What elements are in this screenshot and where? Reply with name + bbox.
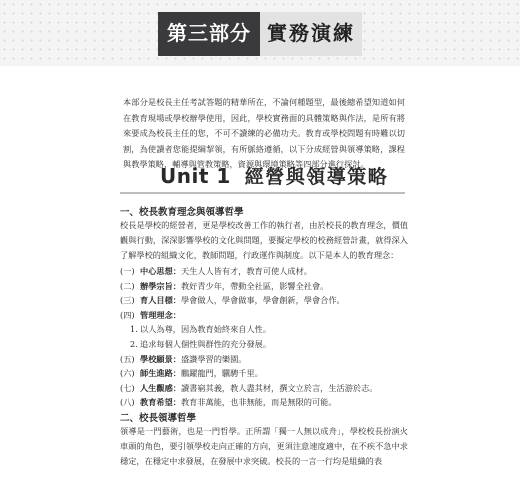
list-subitem [120,322,410,337]
item-label: 管理理念： [140,309,181,320]
item-label: 人生觀感： [140,382,181,393]
intro-paragraph: 本部分是校長主任考試答題的精華所在，不論何種題型，最後總希望知道如何在教育現場或學校辦學使用，因此，學校實務面的具體策略與作法，是所有將來要成為校長主任的您，不可不讀練的必備功夫。教育或學校問題有時難以切割，為使讀者您能提綱挈領，有所脈絡遵循，以下分成經營與領導策略，課程與教學策略，輔導與管教策略，資源與環境策略等四部分進行探討。 [123,97,405,169]
item-label: 教育希望： [140,397,181,408]
item-label: 育人目標： [140,295,181,306]
item-number: (三) [120,295,135,306]
item-text: 盛讚學習的樂園。 [180,353,247,364]
item-number: (五) [120,353,135,364]
item-text: 學會做人，學會做事，學會創新，學會合作。 [180,295,345,306]
item-text: 教好青少年，帶動全社區，影響全社會。 [180,280,329,291]
item-number: 2. [130,338,138,349]
section2-heading: 二、校長領導哲學 [120,413,197,424]
list-item [120,381,410,396]
item-number: (一) [120,266,135,276]
list-subitem [120,337,410,352]
item-text: 讀書窮其義，教人盡其材，撰文立於言，生活游於志。 [180,382,378,393]
item-label: 學校願景： [140,353,181,364]
item-number: (六) [120,368,135,379]
part-label: 第三部分 [167,21,251,45]
unit-title: 經營與領導策略 [244,166,389,188]
unit-heading [160,163,400,189]
list-item [120,279,410,294]
item-text: 教育非萬能，也非無能，而是無限的可能。 [180,397,337,408]
item-text: 鵬躍龍門，驥騁千里。 [180,368,263,379]
item-number: (二) [120,280,135,291]
intro-section [123,95,405,173]
section1-heading: 一、校長教育理念與領導哲學 [120,207,244,218]
item-number: 1. [130,324,138,335]
philosophy-list [120,264,410,410]
item-label: 辦學宗旨： [140,280,181,291]
item-number: (八) [120,397,135,408]
unit-label: Unit 1 [160,164,231,188]
list-item [120,366,410,381]
section2-paragraph: 領導是一門藝術，也是一門哲學。正所謂「獨一人無以成舟」，學校校長扮演火車頭的角色，要引領學校走向正確的方向，更須注意速度適中，在不疾不急中求穩定，在穩定中求發展，在發展中求突破。校長的一言一行均是組織的表 [120,426,408,467]
unit-divider [120,192,405,194]
list-item [120,395,410,410]
item-number: (四) [120,309,135,320]
list-item [120,264,410,279]
item-label: 師生進路： [140,368,181,379]
item-label: 中心思想： [140,266,181,276]
item-text: 追求每個人個性與群性的充分發展。 [140,338,272,349]
item-text: 天生人人皆有才，教育可使人成材。 [180,266,312,276]
part-title: 實務演練 [267,21,355,45]
section1-paragraph: 校長是學校的經營者，更是學校改善工作的執行者，由於校長的教育理念，價值觀與行動，深深影響學校的文化與問題，要擬定學校的校務經營計畫，就得深入了解學校的組織文化，教師問題，行政運作與制度。以下是本人的教育理念： [120,220,408,261]
list-item [120,308,410,323]
list-item [120,293,410,308]
list-item [120,352,410,367]
item-text: 以人為尊，因為教育始終來自人性。 [140,324,272,335]
item-number: (七) [120,382,135,393]
